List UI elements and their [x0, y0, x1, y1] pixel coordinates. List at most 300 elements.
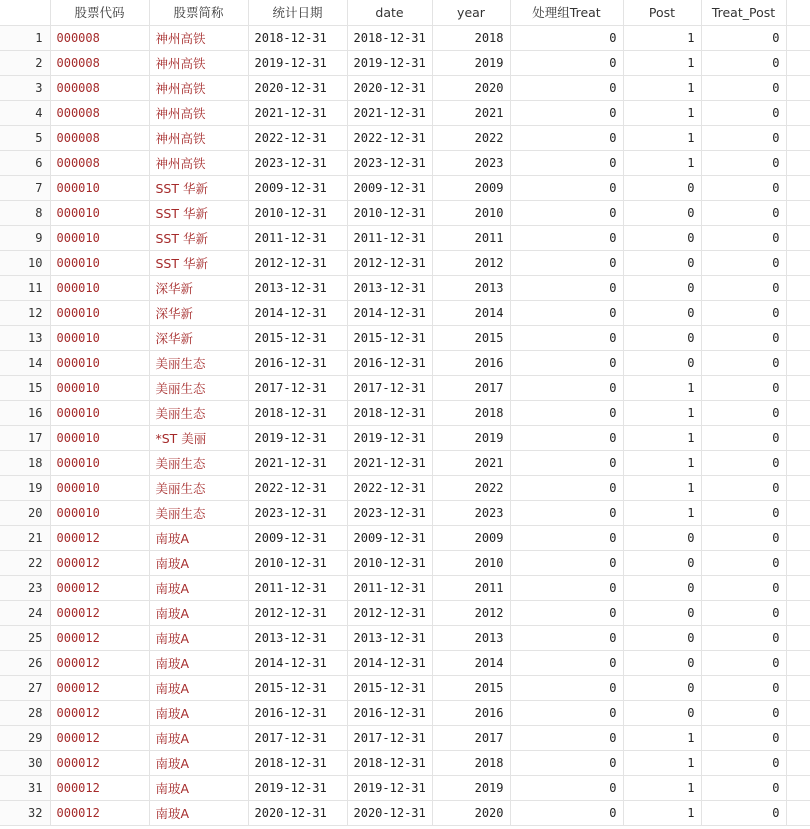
- treat-cell[interactable]: 0: [510, 775, 623, 800]
- stock-code-cell[interactable]: 000010: [50, 200, 149, 225]
- date-cell[interactable]: 2018-12-31: [347, 400, 432, 425]
- treat-post-cell[interactable]: 0: [701, 300, 786, 325]
- treat-cell[interactable]: 0: [510, 275, 623, 300]
- stat-date-cell[interactable]: 2011-12-31: [248, 225, 347, 250]
- stock-name-cell[interactable]: 美丽生态: [149, 400, 248, 425]
- stock-code-cell[interactable]: 000010: [50, 225, 149, 250]
- date-cell[interactable]: 2020-12-31: [347, 800, 432, 825]
- post-cell[interactable]: 0: [623, 700, 701, 725]
- column-header-date[interactable]: date: [347, 0, 432, 25]
- table-row[interactable]: [0, 500, 810, 525]
- stock-code-cell[interactable]: 000010: [50, 400, 149, 425]
- year-cell[interactable]: 2019: [432, 50, 510, 75]
- table-row[interactable]: [0, 50, 810, 75]
- table-row[interactable]: [0, 675, 810, 700]
- post-cell[interactable]: 0: [623, 650, 701, 675]
- treat-cell[interactable]: 0: [510, 400, 623, 425]
- year-cell[interactable]: 2021: [432, 100, 510, 125]
- date-cell[interactable]: 2012-12-31: [347, 600, 432, 625]
- year-cell[interactable]: 2016: [432, 350, 510, 375]
- stock-name-cell[interactable]: *ST 美丽: [149, 425, 248, 450]
- year-cell[interactable]: 2020: [432, 75, 510, 100]
- stat-date-cell[interactable]: 2018-12-31: [248, 400, 347, 425]
- row-number-cell[interactable]: 32: [0, 800, 50, 825]
- stock-code-cell[interactable]: 000012: [50, 650, 149, 675]
- stock-code-cell[interactable]: 000012: [50, 775, 149, 800]
- stock-code-cell[interactable]: 000010: [50, 450, 149, 475]
- table-row[interactable]: [0, 750, 810, 775]
- treat-post-cell[interactable]: 0: [701, 600, 786, 625]
- stock-code-cell[interactable]: 000010: [50, 275, 149, 300]
- treat-post-cell[interactable]: 0: [701, 250, 786, 275]
- year-cell[interactable]: 2017: [432, 725, 510, 750]
- stock-code-cell[interactable]: 000010: [50, 475, 149, 500]
- row-number-header[interactable]: [0, 0, 50, 25]
- table-row[interactable]: [0, 725, 810, 750]
- post-cell[interactable]: 0: [623, 550, 701, 575]
- date-cell[interactable]: 2015-12-31: [347, 325, 432, 350]
- column-header-treat-post[interactable]: Treat_Post: [701, 0, 786, 25]
- table-row[interactable]: [0, 575, 810, 600]
- year-cell[interactable]: 2009: [432, 525, 510, 550]
- treat-cell[interactable]: 0: [510, 525, 623, 550]
- stock-code-cell[interactable]: 000008: [50, 25, 149, 50]
- post-cell[interactable]: 1: [623, 750, 701, 775]
- stock-name-cell[interactable]: 南玻A: [149, 525, 248, 550]
- stat-date-cell[interactable]: 2015-12-31: [248, 325, 347, 350]
- date-cell[interactable]: 2011-12-31: [347, 225, 432, 250]
- date-cell[interactable]: 2020-12-31: [347, 75, 432, 100]
- treat-post-cell[interactable]: 0: [701, 800, 786, 825]
- treat-cell[interactable]: 0: [510, 725, 623, 750]
- treat-cell[interactable]: 0: [510, 100, 623, 125]
- stat-date-cell[interactable]: 2013-12-31: [248, 275, 347, 300]
- treat-post-cell[interactable]: 0: [701, 100, 786, 125]
- year-cell[interactable]: 2018: [432, 750, 510, 775]
- stock-name-cell[interactable]: 神州高铁: [149, 125, 248, 150]
- date-cell[interactable]: 2016-12-31: [347, 350, 432, 375]
- treat-post-cell[interactable]: 0: [701, 175, 786, 200]
- date-cell[interactable]: 2022-12-31: [347, 125, 432, 150]
- year-cell[interactable]: 2015: [432, 325, 510, 350]
- post-cell[interactable]: 0: [623, 275, 701, 300]
- row-number-cell[interactable]: 14: [0, 350, 50, 375]
- stock-code-cell[interactable]: 000010: [50, 175, 149, 200]
- date-cell[interactable]: 2019-12-31: [347, 50, 432, 75]
- row-number-cell[interactable]: 25: [0, 625, 50, 650]
- stock-name-cell[interactable]: 美丽生态: [149, 475, 248, 500]
- stat-date-cell[interactable]: 2009-12-31: [248, 525, 347, 550]
- treat-post-cell[interactable]: 0: [701, 550, 786, 575]
- treat-cell[interactable]: 0: [510, 300, 623, 325]
- date-cell[interactable]: 2022-12-31: [347, 475, 432, 500]
- stock-code-cell[interactable]: 000012: [50, 575, 149, 600]
- treat-post-cell[interactable]: 0: [701, 75, 786, 100]
- stock-code-cell[interactable]: 000008: [50, 125, 149, 150]
- post-cell[interactable]: 1: [623, 475, 701, 500]
- stock-name-cell[interactable]: SST 华新: [149, 200, 248, 225]
- post-cell[interactable]: 0: [623, 225, 701, 250]
- post-cell[interactable]: 0: [623, 325, 701, 350]
- treat-post-cell[interactable]: 0: [701, 25, 786, 50]
- table-row[interactable]: [0, 550, 810, 575]
- year-cell[interactable]: 2022: [432, 475, 510, 500]
- stock-name-cell[interactable]: 深华新: [149, 300, 248, 325]
- stock-name-cell[interactable]: 南玻A: [149, 575, 248, 600]
- stock-name-cell[interactable]: 深华新: [149, 325, 248, 350]
- row-number-cell[interactable]: 10: [0, 250, 50, 275]
- row-number-cell[interactable]: 7: [0, 175, 50, 200]
- post-cell[interactable]: 0: [623, 200, 701, 225]
- treat-post-cell[interactable]: 0: [701, 675, 786, 700]
- stock-code-cell[interactable]: 000010: [50, 500, 149, 525]
- year-cell[interactable]: 2015: [432, 675, 510, 700]
- table-row[interactable]: [0, 700, 810, 725]
- column-header-stat-date[interactable]: 统计日期: [248, 0, 347, 25]
- stock-code-cell[interactable]: 000010: [50, 425, 149, 450]
- post-cell[interactable]: 1: [623, 725, 701, 750]
- post-cell[interactable]: 0: [623, 300, 701, 325]
- treat-post-cell[interactable]: 0: [701, 700, 786, 725]
- treat-post-cell[interactable]: 0: [701, 525, 786, 550]
- stock-name-cell[interactable]: 南玻A: [149, 625, 248, 650]
- stock-name-cell[interactable]: 美丽生态: [149, 450, 248, 475]
- date-cell[interactable]: 2009-12-31: [347, 525, 432, 550]
- year-cell[interactable]: 2014: [432, 650, 510, 675]
- treat-cell[interactable]: 0: [510, 550, 623, 575]
- stock-name-cell[interactable]: 神州高铁: [149, 150, 248, 175]
- date-cell[interactable]: 2012-12-31: [347, 250, 432, 275]
- row-number-cell[interactable]: 17: [0, 425, 50, 450]
- treat-post-cell[interactable]: 0: [701, 500, 786, 525]
- post-cell[interactable]: 0: [623, 350, 701, 375]
- treat-cell[interactable]: 0: [510, 350, 623, 375]
- stock-name-cell[interactable]: 南玻A: [149, 775, 248, 800]
- stat-date-cell[interactable]: 2022-12-31: [248, 475, 347, 500]
- post-cell[interactable]: 1: [623, 425, 701, 450]
- table-row[interactable]: [0, 25, 810, 50]
- stat-date-cell[interactable]: 2009-12-31: [248, 175, 347, 200]
- stat-date-cell[interactable]: 2016-12-31: [248, 700, 347, 725]
- year-cell[interactable]: 2010: [432, 200, 510, 225]
- stock-code-cell[interactable]: 000008: [50, 150, 149, 175]
- table-row[interactable]: [0, 275, 810, 300]
- date-cell[interactable]: 2018-12-31: [347, 25, 432, 50]
- date-cell[interactable]: 2016-12-31: [347, 700, 432, 725]
- stock-name-cell[interactable]: 神州高铁: [149, 25, 248, 50]
- year-cell[interactable]: 2010: [432, 550, 510, 575]
- stock-code-cell[interactable]: 000010: [50, 325, 149, 350]
- treat-cell[interactable]: 0: [510, 325, 623, 350]
- stat-date-cell[interactable]: 2011-12-31: [248, 575, 347, 600]
- year-cell[interactable]: 2021: [432, 450, 510, 475]
- date-cell[interactable]: 2019-12-31: [347, 775, 432, 800]
- row-number-cell[interactable]: 1: [0, 25, 50, 50]
- treat-cell[interactable]: 0: [510, 375, 623, 400]
- date-cell[interactable]: 2010-12-31: [347, 200, 432, 225]
- row-number-cell[interactable]: 16: [0, 400, 50, 425]
- treat-post-cell[interactable]: 0: [701, 575, 786, 600]
- treat-post-cell[interactable]: 0: [701, 350, 786, 375]
- row-number-cell[interactable]: 11: [0, 275, 50, 300]
- stock-name-cell[interactable]: 美丽生态: [149, 375, 248, 400]
- treat-post-cell[interactable]: 0: [701, 125, 786, 150]
- row-number-cell[interactable]: 21: [0, 525, 50, 550]
- post-cell[interactable]: 0: [623, 575, 701, 600]
- treat-cell[interactable]: 0: [510, 600, 623, 625]
- year-cell[interactable]: 2011: [432, 575, 510, 600]
- treat-post-cell[interactable]: 0: [701, 425, 786, 450]
- date-cell[interactable]: 2013-12-31: [347, 275, 432, 300]
- post-cell[interactable]: 1: [623, 125, 701, 150]
- table-row[interactable]: [0, 175, 810, 200]
- date-cell[interactable]: 2015-12-31: [347, 675, 432, 700]
- year-cell[interactable]: 2016: [432, 700, 510, 725]
- treat-post-cell[interactable]: 0: [701, 450, 786, 475]
- table-row[interactable]: [0, 225, 810, 250]
- treat-cell[interactable]: 0: [510, 800, 623, 825]
- treat-cell[interactable]: 0: [510, 125, 623, 150]
- post-cell[interactable]: 1: [623, 75, 701, 100]
- post-cell[interactable]: 1: [623, 375, 701, 400]
- stat-date-cell[interactable]: 2010-12-31: [248, 550, 347, 575]
- column-header-year[interactable]: year: [432, 0, 510, 25]
- post-cell[interactable]: 1: [623, 800, 701, 825]
- post-cell[interactable]: 1: [623, 775, 701, 800]
- stat-date-cell[interactable]: 2017-12-31: [248, 725, 347, 750]
- post-cell[interactable]: 0: [623, 675, 701, 700]
- stock-code-cell[interactable]: 000010: [50, 250, 149, 275]
- treat-cell[interactable]: 0: [510, 225, 623, 250]
- stat-date-cell[interactable]: 2021-12-31: [248, 450, 347, 475]
- treat-cell[interactable]: 0: [510, 175, 623, 200]
- post-cell[interactable]: 0: [623, 250, 701, 275]
- stock-name-cell[interactable]: 美丽生态: [149, 500, 248, 525]
- post-cell[interactable]: 0: [623, 175, 701, 200]
- stock-code-cell[interactable]: 000012: [50, 800, 149, 825]
- stock-name-cell[interactable]: 神州高铁: [149, 50, 248, 75]
- stock-code-cell[interactable]: 000012: [50, 625, 149, 650]
- treat-cell[interactable]: 0: [510, 750, 623, 775]
- row-number-cell[interactable]: 8: [0, 200, 50, 225]
- stock-name-cell[interactable]: SST 华新: [149, 175, 248, 200]
- treat-post-cell[interactable]: 0: [701, 750, 786, 775]
- table-row[interactable]: [0, 375, 810, 400]
- column-header-post[interactable]: Post: [623, 0, 701, 25]
- table-row[interactable]: [0, 450, 810, 475]
- year-cell[interactable]: 2012: [432, 600, 510, 625]
- post-cell[interactable]: 1: [623, 25, 701, 50]
- table-row[interactable]: [0, 125, 810, 150]
- stock-name-cell[interactable]: SST 华新: [149, 225, 248, 250]
- stat-date-cell[interactable]: 2018-12-31: [248, 750, 347, 775]
- stock-name-cell[interactable]: 南玻A: [149, 675, 248, 700]
- row-number-cell[interactable]: 20: [0, 500, 50, 525]
- treat-cell[interactable]: 0: [510, 650, 623, 675]
- year-cell[interactable]: 2019: [432, 425, 510, 450]
- date-cell[interactable]: 2023-12-31: [347, 150, 432, 175]
- row-number-cell[interactable]: 30: [0, 750, 50, 775]
- year-cell[interactable]: 2012: [432, 250, 510, 275]
- row-number-cell[interactable]: 19: [0, 475, 50, 500]
- row-number-cell[interactable]: 12: [0, 300, 50, 325]
- stock-code-cell[interactable]: 000010: [50, 375, 149, 400]
- treat-post-cell[interactable]: 0: [701, 150, 786, 175]
- year-cell[interactable]: 2022: [432, 125, 510, 150]
- treat-post-cell[interactable]: 0: [701, 225, 786, 250]
- stock-code-cell[interactable]: 000012: [50, 750, 149, 775]
- year-cell[interactable]: 2017: [432, 375, 510, 400]
- treat-cell[interactable]: 0: [510, 625, 623, 650]
- date-cell[interactable]: 2011-12-31: [347, 575, 432, 600]
- treat-post-cell[interactable]: 0: [701, 475, 786, 500]
- treat-post-cell[interactable]: 0: [701, 50, 786, 75]
- treat-cell[interactable]: 0: [510, 500, 623, 525]
- date-cell[interactable]: 2021-12-31: [347, 100, 432, 125]
- stock-code-cell[interactable]: 000008: [50, 100, 149, 125]
- stock-name-cell[interactable]: 南玻A: [149, 600, 248, 625]
- row-number-cell[interactable]: 5: [0, 125, 50, 150]
- post-cell[interactable]: 0: [623, 525, 701, 550]
- treat-post-cell[interactable]: 0: [701, 650, 786, 675]
- table-row[interactable]: [0, 425, 810, 450]
- stock-code-cell[interactable]: 000008: [50, 50, 149, 75]
- stat-date-cell[interactable]: 2020-12-31: [248, 800, 347, 825]
- year-cell[interactable]: 2019: [432, 775, 510, 800]
- stock-name-cell[interactable]: SST 华新: [149, 250, 248, 275]
- stock-code-cell[interactable]: 000012: [50, 700, 149, 725]
- row-number-cell[interactable]: 15: [0, 375, 50, 400]
- table-row[interactable]: [0, 300, 810, 325]
- date-cell[interactable]: 2019-12-31: [347, 425, 432, 450]
- date-cell[interactable]: 2013-12-31: [347, 625, 432, 650]
- post-cell[interactable]: 1: [623, 500, 701, 525]
- stock-name-cell[interactable]: 南玻A: [149, 650, 248, 675]
- treat-cell[interactable]: 0: [510, 450, 623, 475]
- table-row[interactable]: [0, 325, 810, 350]
- year-cell[interactable]: 2013: [432, 625, 510, 650]
- row-number-cell[interactable]: 27: [0, 675, 50, 700]
- stock-code-cell[interactable]: 000008: [50, 75, 149, 100]
- row-number-cell[interactable]: 4: [0, 100, 50, 125]
- row-number-cell[interactable]: 6: [0, 150, 50, 175]
- post-cell[interactable]: 1: [623, 400, 701, 425]
- stock-name-cell[interactable]: 神州高铁: [149, 100, 248, 125]
- row-number-cell[interactable]: 22: [0, 550, 50, 575]
- stock-name-cell[interactable]: 神州高铁: [149, 75, 248, 100]
- table-row[interactable]: [0, 75, 810, 100]
- stock-code-cell[interactable]: 000010: [50, 300, 149, 325]
- post-cell[interactable]: 1: [623, 100, 701, 125]
- row-number-cell[interactable]: 28: [0, 700, 50, 725]
- stock-code-cell[interactable]: 000010: [50, 350, 149, 375]
- stock-name-cell[interactable]: 南玻A: [149, 725, 248, 750]
- stat-date-cell[interactable]: 2019-12-31: [248, 775, 347, 800]
- treat-cell[interactable]: 0: [510, 200, 623, 225]
- treat-post-cell[interactable]: 0: [701, 400, 786, 425]
- table-row[interactable]: [0, 250, 810, 275]
- year-cell[interactable]: 2014: [432, 300, 510, 325]
- post-cell[interactable]: 0: [623, 625, 701, 650]
- date-cell[interactable]: 2009-12-31: [347, 175, 432, 200]
- treat-cell[interactable]: 0: [510, 250, 623, 275]
- stat-date-cell[interactable]: 2021-12-31: [248, 100, 347, 125]
- stock-code-cell[interactable]: 000012: [50, 525, 149, 550]
- year-cell[interactable]: 2020: [432, 800, 510, 825]
- treat-post-cell[interactable]: 0: [701, 200, 786, 225]
- stat-date-cell[interactable]: 2018-12-31: [248, 25, 347, 50]
- column-header-stock-name[interactable]: 股票简称: [149, 0, 248, 25]
- row-number-cell[interactable]: 23: [0, 575, 50, 600]
- date-cell[interactable]: 2010-12-31: [347, 550, 432, 575]
- stock-name-cell[interactable]: 南玻A: [149, 750, 248, 775]
- post-cell[interactable]: 1: [623, 50, 701, 75]
- treat-cell[interactable]: 0: [510, 25, 623, 50]
- stat-date-cell[interactable]: 2015-12-31: [248, 675, 347, 700]
- treat-post-cell[interactable]: 0: [701, 775, 786, 800]
- stat-date-cell[interactable]: 2019-12-31: [248, 50, 347, 75]
- stat-date-cell[interactable]: 2023-12-31: [248, 150, 347, 175]
- row-number-cell[interactable]: 2: [0, 50, 50, 75]
- table-row[interactable]: [0, 475, 810, 500]
- year-cell[interactable]: 2013: [432, 275, 510, 300]
- table-row[interactable]: [0, 650, 810, 675]
- stock-code-cell[interactable]: 000012: [50, 600, 149, 625]
- row-number-cell[interactable]: 9: [0, 225, 50, 250]
- row-number-cell[interactable]: 24: [0, 600, 50, 625]
- stock-name-cell[interactable]: 深华新: [149, 275, 248, 300]
- row-number-cell[interactable]: 31: [0, 775, 50, 800]
- treat-post-cell[interactable]: 0: [701, 625, 786, 650]
- treat-cell[interactable]: 0: [510, 150, 623, 175]
- stat-date-cell[interactable]: 2014-12-31: [248, 300, 347, 325]
- table-row[interactable]: [0, 800, 810, 825]
- stock-code-cell[interactable]: 000012: [50, 550, 149, 575]
- date-cell[interactable]: 2017-12-31: [347, 725, 432, 750]
- date-cell[interactable]: 2017-12-31: [347, 375, 432, 400]
- stat-date-cell[interactable]: 2020-12-31: [248, 75, 347, 100]
- treat-cell[interactable]: 0: [510, 575, 623, 600]
- year-cell[interactable]: 2023: [432, 150, 510, 175]
- stock-name-cell[interactable]: 美丽生态: [149, 350, 248, 375]
- column-header-stock-code[interactable]: 股票代码: [50, 0, 149, 25]
- treat-cell[interactable]: 0: [510, 475, 623, 500]
- table-row[interactable]: [0, 200, 810, 225]
- row-number-cell[interactable]: 18: [0, 450, 50, 475]
- year-cell[interactable]: 2009: [432, 175, 510, 200]
- row-number-cell[interactable]: 13: [0, 325, 50, 350]
- table-row[interactable]: [0, 600, 810, 625]
- treat-cell[interactable]: 0: [510, 425, 623, 450]
- date-cell[interactable]: 2023-12-31: [347, 500, 432, 525]
- post-cell[interactable]: 0: [623, 600, 701, 625]
- table-row[interactable]: [0, 775, 810, 800]
- stat-date-cell[interactable]: 2022-12-31: [248, 125, 347, 150]
- stat-date-cell[interactable]: 2019-12-31: [248, 425, 347, 450]
- treat-post-cell[interactable]: 0: [701, 725, 786, 750]
- stock-name-cell[interactable]: 南玻A: [149, 550, 248, 575]
- stat-date-cell[interactable]: 2014-12-31: [248, 650, 347, 675]
- year-cell[interactable]: 2023: [432, 500, 510, 525]
- column-header-treat[interactable]: 处理组Treat: [510, 0, 623, 25]
- stat-date-cell[interactable]: 2016-12-31: [248, 350, 347, 375]
- post-cell[interactable]: 1: [623, 150, 701, 175]
- table-row[interactable]: [0, 400, 810, 425]
- year-cell[interactable]: 2018: [432, 400, 510, 425]
- treat-cell[interactable]: 0: [510, 50, 623, 75]
- stock-name-cell[interactable]: 南玻A: [149, 800, 248, 825]
- date-cell[interactable]: 2021-12-31: [347, 450, 432, 475]
